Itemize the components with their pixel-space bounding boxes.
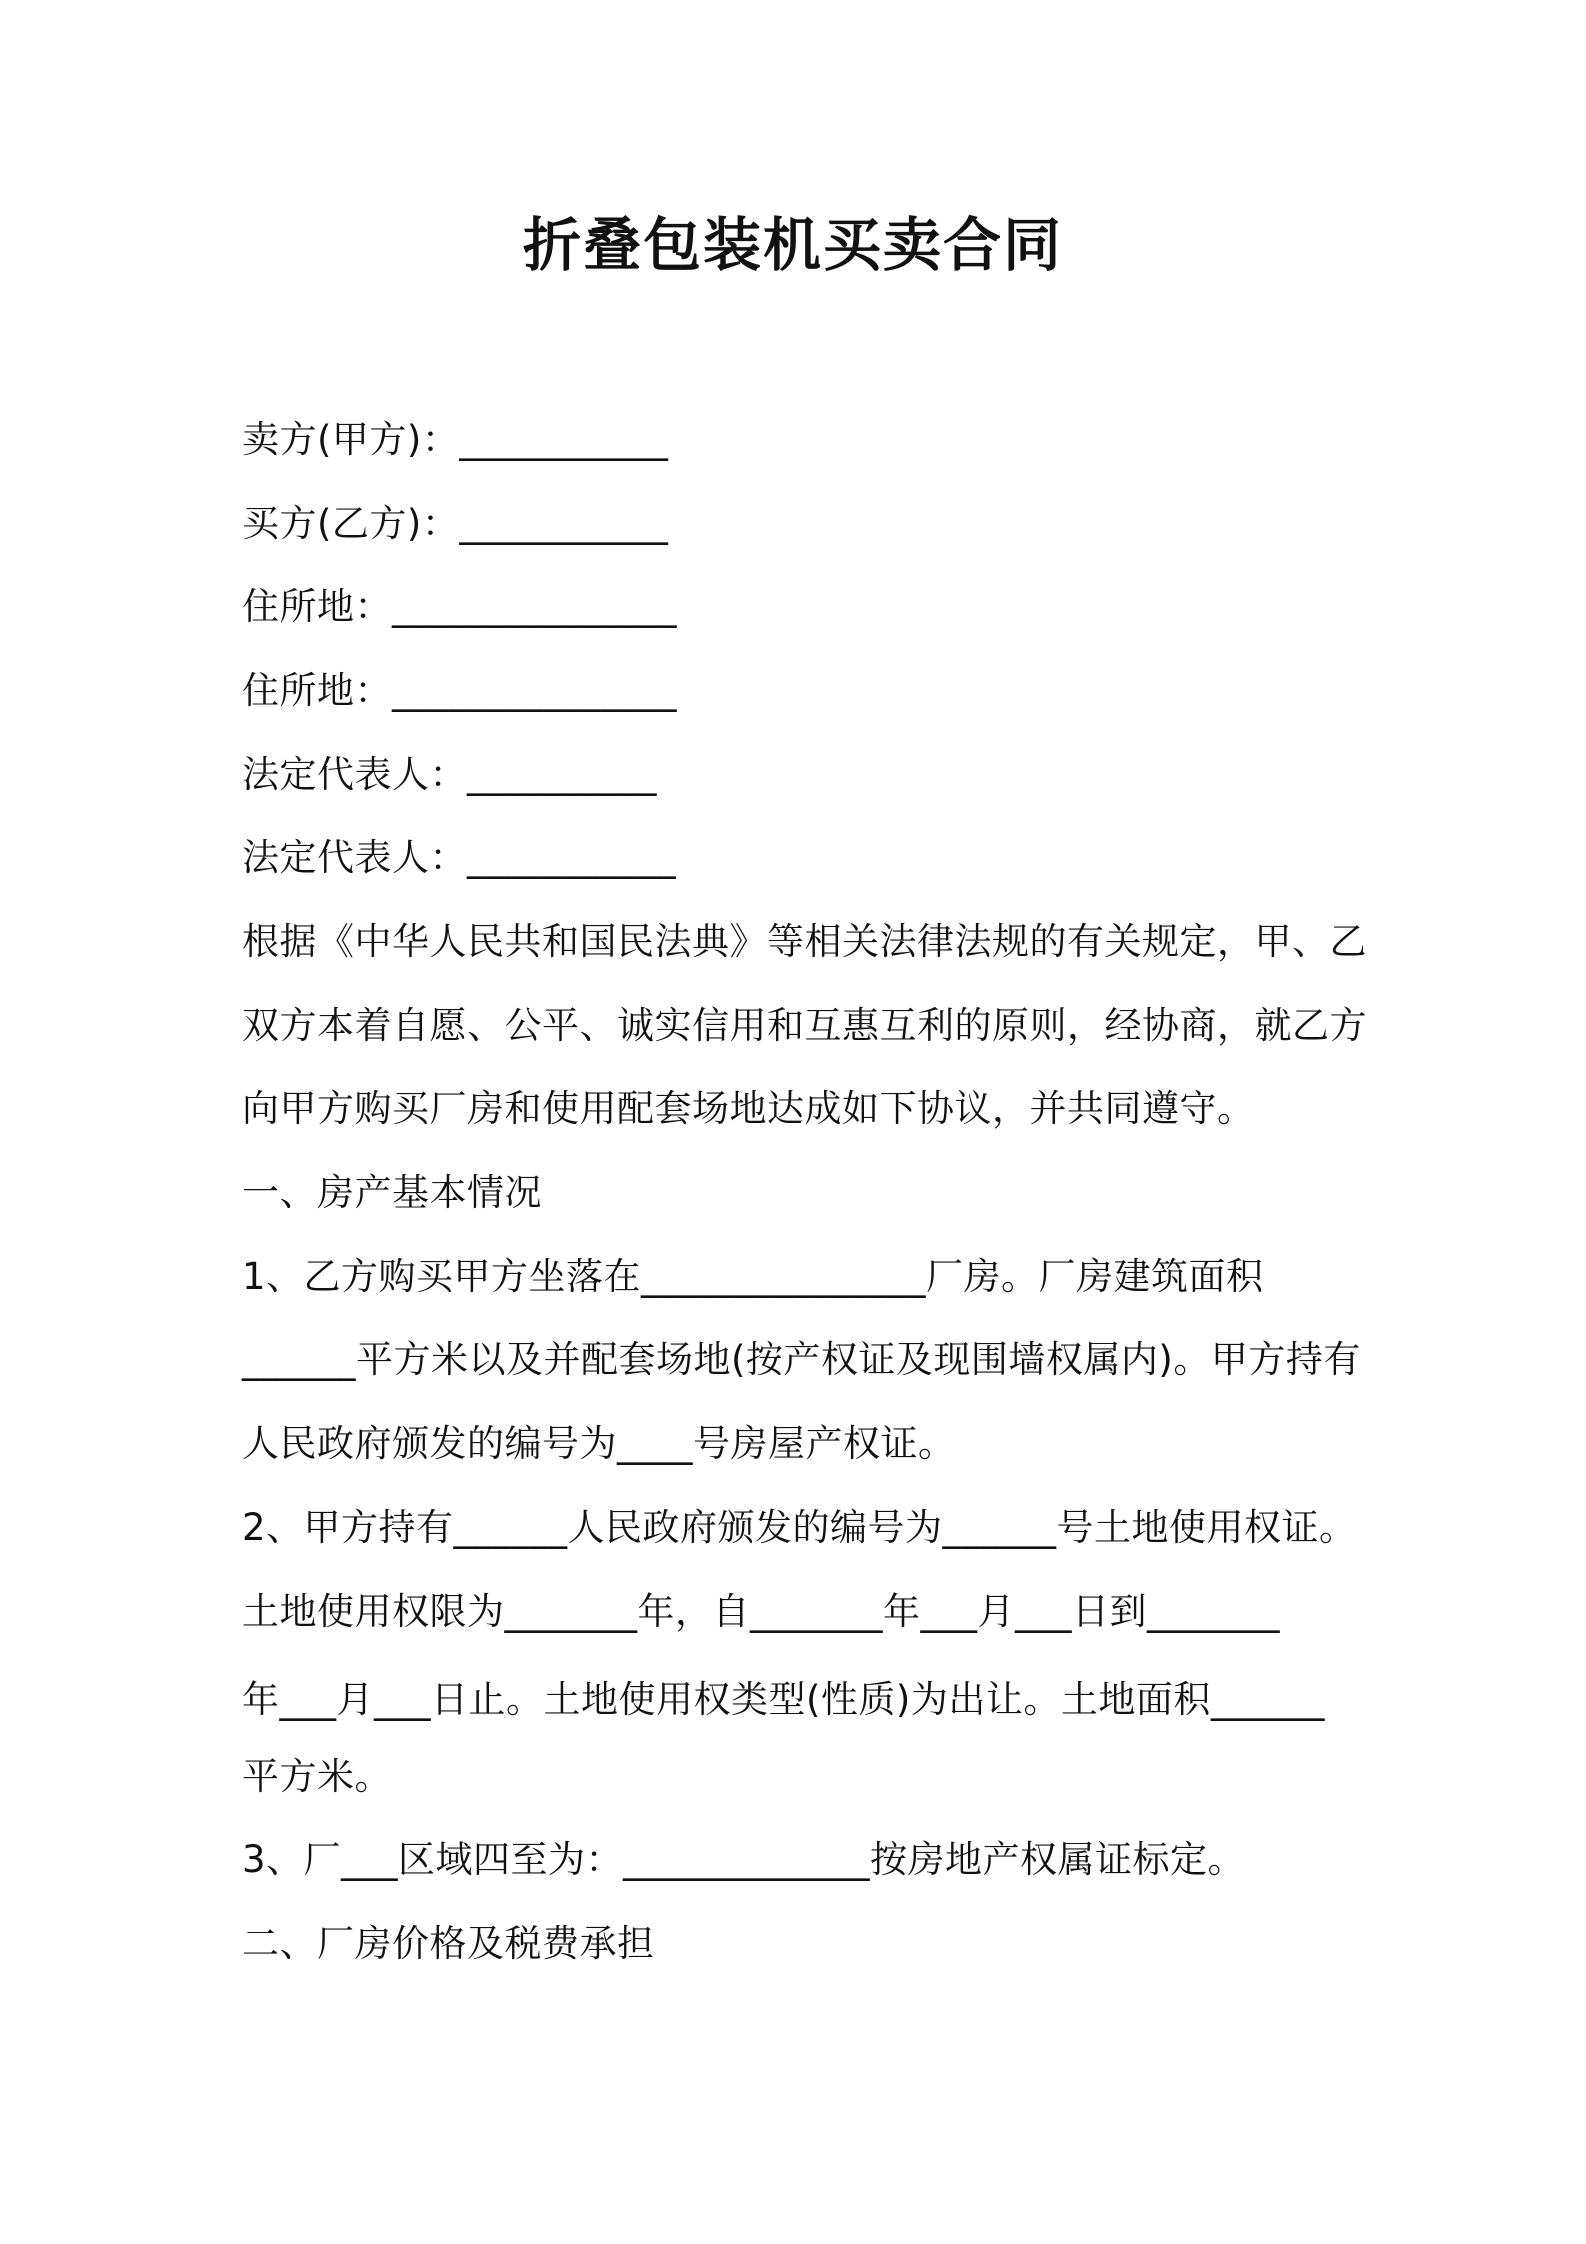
preamble-line-1: 根据《中华人民共和国民法典》等相关法律法规的有关规定，甲、乙	[242, 920, 1367, 963]
buyer-party-line: 买方(乙方)：___________	[242, 502, 669, 545]
preamble-line-2: 双方本着自愿、公平、诚实信用和互惠互利的原则，经协商，就乙方	[242, 1004, 1367, 1047]
buyer-address-line: 住所地：_______________	[242, 669, 677, 712]
seller-address-line: 住所地：_______________	[242, 585, 677, 628]
clause-3-line-1: 3、厂___区域四至为：_____________按房地产权属证标定。	[242, 1838, 1246, 1881]
clause-2-line-2: 土地使用权限为_______年，自_______年___月___日到_______	[242, 1590, 1280, 1633]
clause-2-line-4: 平方米。	[242, 1755, 392, 1798]
buyer-legal-rep-line: 法定代表人：___________	[242, 836, 676, 879]
clause-2-line-3: 年___月___日止。土地使用权类型(性质)为出让。土地面积______	[242, 1678, 1325, 1721]
clause-1-line-2: ______平方米以及并配套场地(按产权证及现围墙权属内)。甲方持有	[242, 1338, 1361, 1381]
document-title: 折叠包装机买卖合同	[522, 211, 1063, 279]
clause-1-line-1: 1、乙方购买甲方坐落在_______________厂房。厂房建筑面积	[242, 1255, 1264, 1298]
seller-legal-rep-line: 法定代表人：__________	[242, 753, 657, 796]
clause-1-line-3: 人民政府颁发的编号为____号房屋产权证。	[242, 1422, 956, 1465]
preamble-line-3: 向甲方购买厂房和使用配套场地达成如下协议，并共同遵守。	[242, 1087, 1255, 1130]
clause-2-line-1: 2、甲方持有______人民政府颁发的编号为______号土地使用权证。	[242, 1506, 1357, 1549]
seller-party-line: 卖方(甲方)：___________	[242, 418, 669, 461]
section-heading-1: 一、房产基本情况	[242, 1171, 542, 1214]
section-heading-2: 二、厂房价格及税费承担	[242, 1922, 655, 1965]
